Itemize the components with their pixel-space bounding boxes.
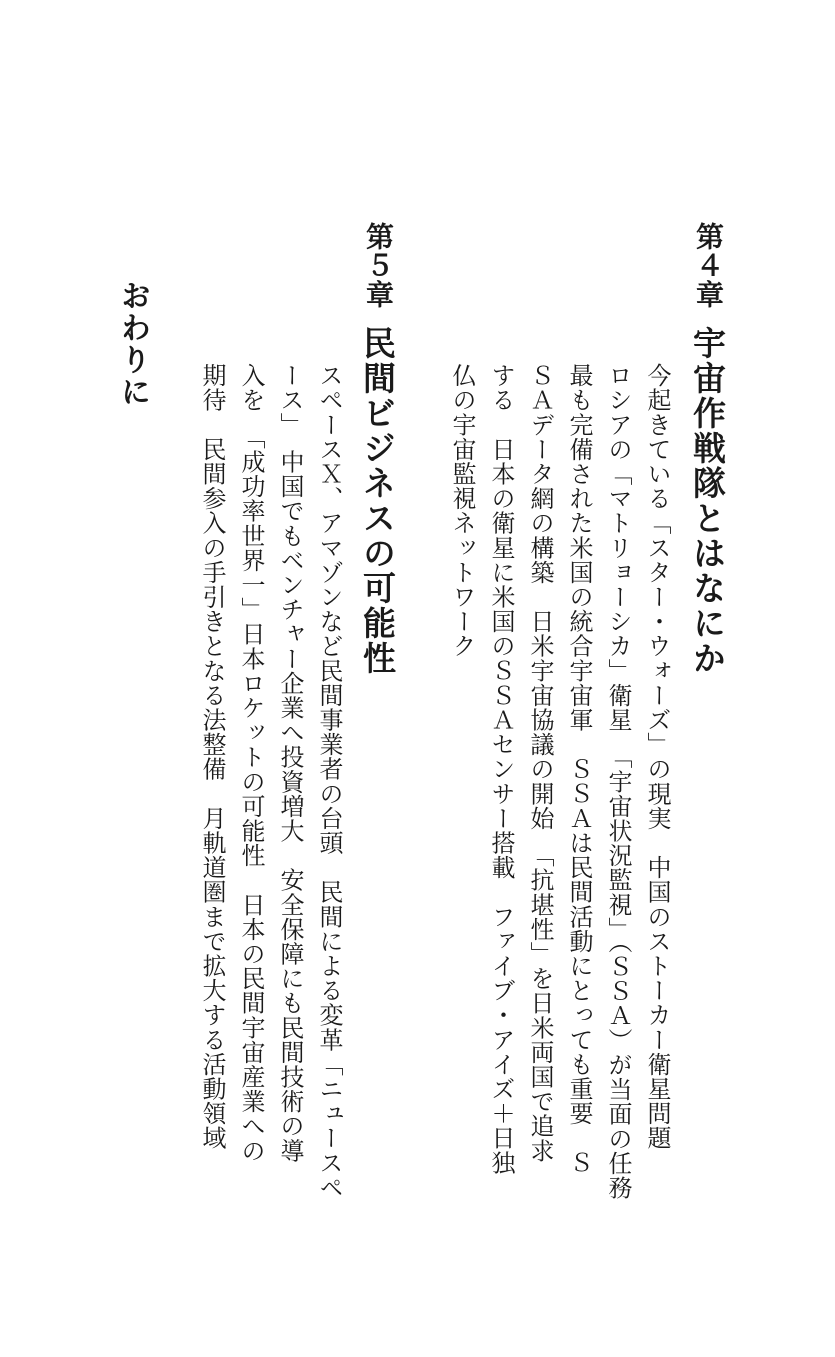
chapter4-label: 第４章 [692, 222, 725, 309]
chapter5-line-4: 期待 民間参入の手引きとなる法整備 月軌道圏まで拡大する活動領域 [198, 363, 226, 1151]
chapter4-line-4: ＳＡデータ網の構築 日米宇宙協議の開始 「抗堪性」を日米両国で追求 [526, 363, 554, 1163]
chapter5-label: 第５章 [362, 222, 395, 309]
chapter5-line-2: ース」 中国でもベンチャー企業へ投資増大 安全保障にも民間技術の導 [276, 363, 304, 1163]
chapter4-title: 宇宙作戦隊とはなにか [688, 326, 727, 676]
chapter4-line-6: 仏の宇宙監視ネットワーク [448, 363, 476, 659]
chapter5-title: 民間ビジネスの可能性 [358, 326, 397, 676]
chapter5-line-1: スペースＸ、アマゾンなど民間事業者の台頭 民間による変革「ニュースペ [315, 363, 343, 1200]
chapter4-line-1: 今起きている「スター・ウォーズ」の現実 中国のストーカー衛星問題 [643, 363, 671, 1151]
chapter4-line-2: ロシアの「マトリョーシカ」衛星 「宇宙状況監視」（ＳＳＡ）が当面の任務 [604, 363, 632, 1200]
chapter5-line-3: 入を 「成功率世界一」日本ロケットの可能性 日本の民間宇宙産業への [237, 363, 265, 1163]
chapter4-line-5: する 日本の衛星に米国のＳＳＡセンサー搭載 ファイブ・アイズ＋日独 [487, 363, 515, 1175]
chapter4-line-3: 最も完備された米国の統合宇宙軍 ＳＳＡは民間活動にとっても重要 Ｓ [565, 363, 593, 1175]
afterword-title: おわりに [115, 280, 150, 408]
